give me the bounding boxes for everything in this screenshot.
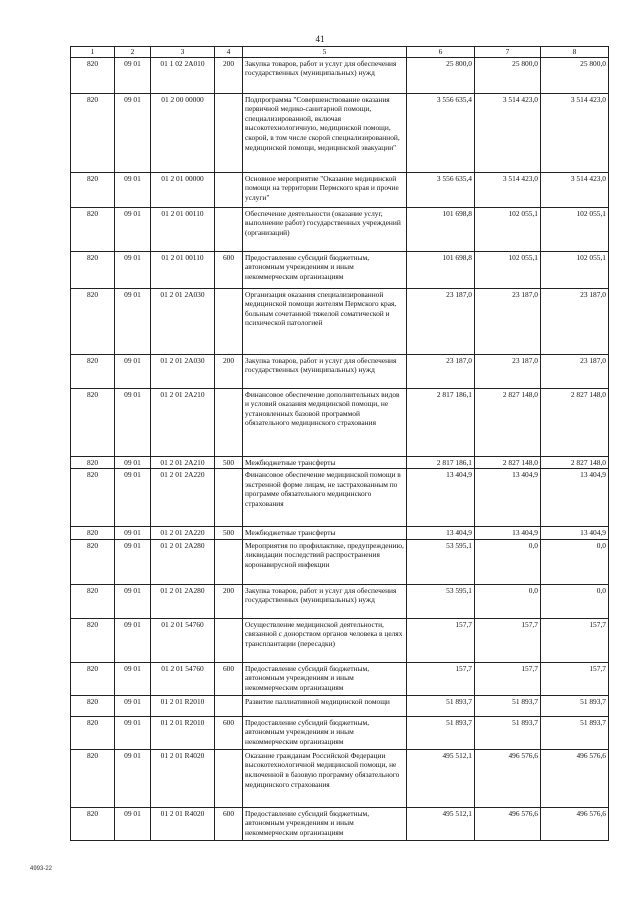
cell-amount-year2: 3 514 423,0 — [475, 172, 541, 207]
cell-target-article: 01 2 01 54760 — [151, 618, 215, 662]
cell-description: Предоставление субсидий бюджетным, автономным учреждениям и иным некоммерческим организациям — [243, 716, 407, 749]
cell-target-article: 01 2 01 00000 — [151, 172, 215, 207]
cell-amount-year3: 23 187,0 — [541, 288, 609, 354]
cell-amount-year2: 3 514 423,0 — [475, 93, 541, 172]
cell-target-article: 01 2 01 54760 — [151, 662, 215, 695]
cell-expense-type — [215, 207, 243, 251]
cell-description: Подпрограмма "Совершенствование оказания первичной медико-санитарной помощи, специализированной, включая высокотехнологичную, медицинской помощи, скорой, в том числе скорой специализированной, медицинской помощи, медицинской эвакуации" — [243, 93, 407, 172]
cell-amount-year2: 102 055,1 — [475, 251, 541, 288]
cell-amount-year1: 2 817 186,1 — [407, 456, 475, 469]
cell-description: Межбюджетные трансферты — [243, 527, 407, 540]
table-row — [71, 456, 609, 469]
cell-target-article: 01 2 01 R4020 — [151, 749, 215, 807]
header-cell-4: 4 — [215, 47, 243, 58]
cell-expense-type — [215, 172, 243, 207]
cell-section-code: 09 01 — [115, 207, 151, 251]
page-number: 41 — [315, 34, 325, 44]
table-row — [71, 662, 609, 695]
cell-ministry-code: 820 — [71, 695, 115, 716]
cell-expense-type — [215, 93, 243, 172]
cell-amount-year1: 13 404,9 — [407, 469, 475, 527]
cell-section-code: 09 01 — [115, 172, 151, 207]
header-cell-5: 5 — [243, 47, 407, 58]
cell-description: Закупка товаров, работ и услуг для обеспечения государственных (муниципальных) нужд — [243, 57, 407, 93]
cell-amount-year3: 2 827 148,0 — [541, 388, 609, 456]
cell-target-article: 01 2 01 R4020 — [151, 807, 215, 840]
cell-section-code: 09 01 — [115, 288, 151, 354]
cell-amount-year1: 53 595,1 — [407, 539, 475, 584]
cell-amount-year2: 102 055,1 — [475, 207, 541, 251]
cell-amount-year1: 51 893,7 — [407, 695, 475, 716]
table-row — [71, 469, 609, 527]
cell-expense-type — [215, 469, 243, 527]
cell-ministry-code: 820 — [71, 716, 115, 749]
cell-description: Оказание гражданам Российской Федерации высокотехнологичной медицинской помощи, не включенной в базовую программу обязательного медицинского страхования — [243, 749, 407, 807]
cell-expense-type — [215, 539, 243, 584]
cell-amount-year3: 2 827 148,0 — [541, 456, 609, 469]
table-row — [71, 807, 609, 840]
cell-description: Мероприятия по профилактике, предупреждению, ликвидации последствий распространения коронавирусной инфекции — [243, 539, 407, 584]
cell-description: Основное мероприятие "Оказание медицинской помощи на территории Пермского края и прочие услуги" — [243, 172, 407, 207]
cell-amount-year2: 496 576,6 — [475, 807, 541, 840]
document-code: 4993-22 — [30, 866, 53, 872]
cell-description: Предоставление субсидий бюджетным, автономным учреждениям и иным некоммерческим организациям — [243, 807, 407, 840]
cell-amount-year1: 3 556 635,4 — [407, 93, 475, 172]
cell-ministry-code: 820 — [71, 469, 115, 527]
cell-target-article: 01 2 01 2А210 — [151, 456, 215, 469]
cell-ministry-code: 820 — [71, 207, 115, 251]
cell-description: Закупка товаров, работ и услуг для обеспечения государственных (муниципальных) нужд — [243, 354, 407, 388]
cell-expense-type: 600 — [215, 251, 243, 288]
cell-ministry-code: 820 — [71, 251, 115, 288]
cell-amount-year2: 51 893,7 — [475, 716, 541, 749]
table-row — [71, 388, 609, 456]
cell-amount-year1: 53 595,1 — [407, 584, 475, 618]
cell-section-code: 09 01 — [115, 807, 151, 840]
cell-amount-year3: 51 893,7 — [541, 695, 609, 716]
cell-amount-year3: 102 055,1 — [541, 251, 609, 288]
cell-amount-year2: 0,0 — [475, 539, 541, 584]
header-cell-6: 6 — [407, 47, 475, 58]
cell-expense-type: 200 — [215, 354, 243, 388]
cell-expense-type: 200 — [215, 584, 243, 618]
cell-amount-year2: 157,7 — [475, 618, 541, 662]
table-row — [71, 207, 609, 251]
cell-ministry-code: 820 — [71, 749, 115, 807]
cell-description: Предоставление субсидий бюджетным, автономным учреждениям и иным некоммерческим организациям — [243, 662, 407, 695]
header-cell-8: 8 — [541, 47, 609, 58]
cell-amount-year1: 51 893,7 — [407, 716, 475, 749]
cell-expense-type: 500 — [215, 527, 243, 540]
cell-target-article: 01 2 01 00110 — [151, 251, 215, 288]
cell-description: Организация оказания специализированной медицинской помощи жителям Пермского края, больным сочетанной тяжелой соматической и психической патологией — [243, 288, 407, 354]
cell-expense-type: 600 — [215, 716, 243, 749]
cell-ministry-code: 820 — [71, 93, 115, 172]
header-cell-2: 2 — [115, 47, 151, 58]
cell-amount-year2: 157,7 — [475, 662, 541, 695]
cell-amount-year1: 101 698,8 — [407, 207, 475, 251]
cell-amount-year2: 496 576,6 — [475, 749, 541, 807]
cell-section-code: 09 01 — [115, 539, 151, 584]
cell-amount-year1: 157,7 — [407, 662, 475, 695]
cell-amount-year1: 101 698,8 — [407, 251, 475, 288]
cell-section-code: 09 01 — [115, 618, 151, 662]
cell-amount-year1: 23 187,0 — [407, 288, 475, 354]
cell-target-article: 01 2 01 2А280 — [151, 539, 215, 584]
cell-ministry-code: 820 — [71, 807, 115, 840]
cell-ministry-code: 820 — [71, 584, 115, 618]
cell-amount-year2: 0,0 — [475, 584, 541, 618]
table-row — [71, 527, 609, 540]
budget-table — [70, 46, 609, 841]
cell-ministry-code: 820 — [71, 388, 115, 456]
table-row — [71, 749, 609, 807]
table-row — [71, 172, 609, 207]
cell-section-code: 09 01 — [115, 251, 151, 288]
header-cell-3: 3 — [151, 47, 215, 58]
cell-amount-year1: 2 817 186,1 — [407, 388, 475, 456]
cell-amount-year3: 3 514 423,0 — [541, 172, 609, 207]
cell-amount-year2: 2 827 148,0 — [475, 388, 541, 456]
cell-section-code: 09 01 — [115, 716, 151, 749]
cell-amount-year2: 25 800,0 — [475, 57, 541, 93]
cell-expense-type: 500 — [215, 456, 243, 469]
table-row — [71, 539, 609, 584]
cell-amount-year3: 0,0 — [541, 584, 609, 618]
cell-expense-type — [215, 749, 243, 807]
table-row — [71, 716, 609, 749]
header-cell-1: 1 — [71, 47, 115, 58]
cell-description: Закупка товаров, работ и услуг для обеспечения государственных (муниципальных) нужд — [243, 584, 407, 618]
table-header-row — [71, 47, 609, 58]
cell-amount-year3: 496 576,6 — [541, 749, 609, 807]
cell-amount-year1: 495 512,1 — [407, 749, 475, 807]
cell-section-code: 09 01 — [115, 354, 151, 388]
cell-ministry-code: 820 — [71, 288, 115, 354]
cell-section-code: 09 01 — [115, 695, 151, 716]
cell-amount-year3: 157,7 — [541, 618, 609, 662]
cell-section-code: 09 01 — [115, 57, 151, 93]
cell-amount-year1: 25 800,0 — [407, 57, 475, 93]
cell-section-code: 09 01 — [115, 584, 151, 618]
cell-target-article: 01 2 01 R2010 — [151, 695, 215, 716]
cell-amount-year2: 23 187,0 — [475, 288, 541, 354]
cell-amount-year3: 23 187,0 — [541, 354, 609, 388]
table-row — [71, 93, 609, 172]
cell-description: Предоставление субсидий бюджетным, автономным учреждениям и иным некоммерческим организациям — [243, 251, 407, 288]
table-row — [71, 584, 609, 618]
cell-amount-year1: 157,7 — [407, 618, 475, 662]
cell-target-article: 01 2 00 00000 — [151, 93, 215, 172]
cell-target-article: 01 2 01 00110 — [151, 207, 215, 251]
cell-expense-type — [215, 288, 243, 354]
cell-expense-type: 200 — [215, 57, 243, 93]
cell-amount-year3: 157,7 — [541, 662, 609, 695]
cell-description: Финансовое обеспечение медицинской помощи в экстренной форме лицам, не застрахованным по программе обязательного медицинского страхования — [243, 469, 407, 527]
table-row — [71, 251, 609, 288]
cell-target-article: 01 2 01 2А210 — [151, 388, 215, 456]
table-row — [71, 354, 609, 388]
cell-target-article: 01 2 01 2А220 — [151, 469, 215, 527]
cell-ministry-code: 820 — [71, 172, 115, 207]
cell-expense-type: 600 — [215, 662, 243, 695]
cell-ministry-code: 820 — [71, 527, 115, 540]
cell-section-code: 09 01 — [115, 93, 151, 172]
cell-description: Межбюджетные трансферты — [243, 456, 407, 469]
cell-ministry-code: 820 — [71, 662, 115, 695]
cell-target-article: 01 2 01 2А280 — [151, 584, 215, 618]
cell-expense-type: 600 — [215, 807, 243, 840]
cell-ministry-code: 820 — [71, 539, 115, 584]
cell-section-code: 09 01 — [115, 527, 151, 540]
cell-amount-year2: 13 404,9 — [475, 469, 541, 527]
table-row — [71, 288, 609, 354]
cell-amount-year2: 13 404,9 — [475, 527, 541, 540]
cell-expense-type — [215, 388, 243, 456]
cell-ministry-code: 820 — [71, 354, 115, 388]
cell-expense-type — [215, 695, 243, 716]
cell-amount-year1: 23 187,0 — [407, 354, 475, 388]
cell-description: Финансовое обеспечение дополнительных видов и условий оказания медицинской помощи, не установленных базовой программой обязательного медицинского страхования — [243, 388, 407, 456]
cell-amount-year1: 3 556 635,4 — [407, 172, 475, 207]
cell-section-code: 09 01 — [115, 749, 151, 807]
cell-amount-year3: 102 055,1 — [541, 207, 609, 251]
header-cell-7: 7 — [475, 47, 541, 58]
cell-target-article: 01 2 01 2А030 — [151, 354, 215, 388]
cell-amount-year2: 2 827 148,0 — [475, 456, 541, 469]
cell-section-code: 09 01 — [115, 469, 151, 527]
cell-description: Обеспечение деятельности (оказание услуг, выполнение работ) государственных учреждений (организаций) — [243, 207, 407, 251]
cell-amount-year3: 51 893,7 — [541, 716, 609, 749]
cell-description: Развитие паллиативной медицинской помощи — [243, 695, 407, 716]
cell-target-article: 01 2 01 R2010 — [151, 716, 215, 749]
cell-amount-year2: 51 893,7 — [475, 695, 541, 716]
cell-amount-year3: 3 514 423,0 — [541, 93, 609, 172]
cell-ministry-code: 820 — [71, 57, 115, 93]
cell-target-article: 01 2 01 2А220 — [151, 527, 215, 540]
cell-ministry-code: 820 — [71, 456, 115, 469]
cell-amount-year1: 495 512,1 — [407, 807, 475, 840]
cell-target-article: 01 1 02 2А010 — [151, 57, 215, 93]
cell-target-article: 01 2 01 2А030 — [151, 288, 215, 354]
cell-amount-year2: 23 187,0 — [475, 354, 541, 388]
cell-expense-type — [215, 618, 243, 662]
table-row — [71, 695, 609, 716]
cell-amount-year3: 13 404,9 — [541, 527, 609, 540]
table-row — [71, 618, 609, 662]
cell-description: Осуществление медицинской деятельности, связанной с донорством органов человека в целях трансплантации (пересадки) — [243, 618, 407, 662]
cell-amount-year3: 13 404,9 — [541, 469, 609, 527]
cell-ministry-code: 820 — [71, 618, 115, 662]
cell-amount-year3: 496 576,6 — [541, 807, 609, 840]
cell-section-code: 09 01 — [115, 662, 151, 695]
cell-section-code: 09 01 — [115, 456, 151, 469]
cell-amount-year1: 13 404,9 — [407, 527, 475, 540]
cell-amount-year3: 0,0 — [541, 539, 609, 584]
table-row — [71, 57, 609, 93]
cell-section-code: 09 01 — [115, 388, 151, 456]
cell-amount-year3: 25 800,0 — [541, 57, 609, 93]
